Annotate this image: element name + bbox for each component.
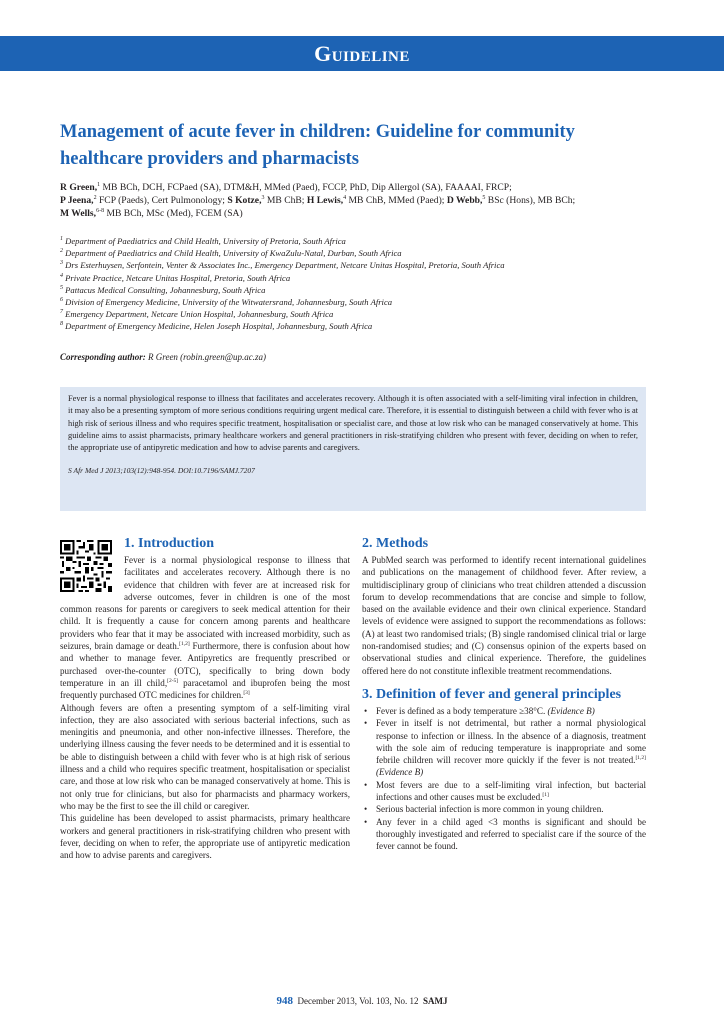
journal-name: SAMJ xyxy=(422,996,448,1006)
affiliation: $^6$ Division of Emergency Medicine, University of the Witwatersrand, Johannesburg, South Africa xyxy=(60,297,393,308)
banner-title: Guideline xyxy=(314,41,410,66)
affiliation: $^2$ Department of Paediatrics and Child Health, University of KwaZulu-Natal, Durban, South Africa xyxy=(60,248,402,259)
page-number: 948 xyxy=(276,995,294,1007)
definition-list xyxy=(362,705,646,853)
methods-paragraph: A PubMed search was performed to identify recent international guidelines and publications on the management of childhood fever. After review, a multidisciplinary group of clinicians who treat children attended a discussion forum to develop recommendations that are concise and simple to follow, based on the available evidence and their own clinical experience. Standard levels of evidence were assigned to support the recommendations as follows: (A) at least two randomised trials; (B) single randomised clinical trial or large non-randomised studies; and (C) consensus opinion of the experts based on observational studies and clinical experience. Therefore, the guidelines offered here do not constitute inflexible treatment recommendations. xyxy=(362,555,646,676)
left-column xyxy=(60,536,350,861)
intro-paragraph-2: Although fevers are often a presenting symptom of a self-limiting viral infection, they are also associated with serious bacterial infections, such as meningitis and pneumonia, and other non-infective illnesses. Therefore, the underlying illness causing the fever needs to be determined and it is essential to be able to distinguish between a child with fever who is at high risk of serious illness and a child who requires specific treatment, hospitalisation or specialist care, and those at low risk who can be managed conservatively at home. This is not only true for clinicians, but also for pharmacists and pharmacy workers, who may be the first to see the ill child or caregiver. xyxy=(60,702,350,811)
affiliation: $^7$ Emergency Department, Netcare Union Hospital, Johannesburg, South Africa xyxy=(60,309,334,320)
right-column xyxy=(362,536,646,853)
intro-paragraph-1: Fever is a normal physiological response to illness that facilitates and accelerates recovery. Although there is no evidence that children with fever are at increased risk for adverse outcomes, fever in children is one of the most common reasons for parents or caregivers to seek medical attention for their child. It is frequently a cause for concern among parents and healthcare providers who fear that it may be associated with increased morbidity, such as seizures, brain damage or death.[1,2] Furthermore, there is confusion about how and whether to manage fever. Antipyretics are frequently prescribed or purchased over-the-counter (OTC), specifically to bring down body temperature in an ill child,[2-5] paracetamol and ibuprofen being the most frequently purchased OTC medicines for children.[3] xyxy=(60,555,350,701)
affiliation: $^4$ Private Practice, Netcare Unitas Hospital, Pretoria, South Africa xyxy=(60,272,291,283)
abstract-text: Fever is a normal physiological response to illness that facilitates and accelerates recovery. Although it is often associated with a self-limiting viral infection in children, it may also be a presenting symptom of more serious conditions requiring urgent medical care. Therefore, it is essential to distinguish between a child with fever who is at high risk of serious illness and who requires specific treatment, hospitalisation or specialist care, and those at low risk who can be managed conservatively at home. This guideline aims to assist pharmacists, primary healthcare workers and general practitioners in risk-stratifying children who present with fever, deciding on when to refer, the appropriate use of antipyretic medication and how to advise parents and caregivers. xyxy=(68,394,638,453)
corresponding-author: Corresponding author: R Green (robin.green@up.ac.za) xyxy=(60,352,267,362)
list-item: • Fever is defined as a body temperature ≥38°C. (Evidence B) xyxy=(362,705,646,717)
affiliation-list xyxy=(60,235,680,333)
author-entry: R Green,$^1$ MB BCh, DCH, FCPaed (SA), DTM&H, MMed (Paed), FCCP, PhD, Dip Allergol (SA), FAAAAI, FRCP; xyxy=(60,181,512,193)
author-entry: S Kotze,$^3$ MB ChB; xyxy=(227,194,307,206)
abstract-box xyxy=(60,387,646,511)
affiliation: $^1$ Department of Paediatrics and Child Health, University of Pretoria, South Africa xyxy=(60,236,346,246)
author-entry: P Jeena,$^2$ FCP (Paeds), Cert Pulmonology; xyxy=(60,194,228,206)
guideline-banner xyxy=(0,36,724,71)
section-heading-introduction: 1. Introduction xyxy=(124,536,214,551)
list-item: • Most fevers are due to a self-limiting viral infection, but bacterial infections and other causes must be excluded.[1] xyxy=(362,779,646,804)
page-footer xyxy=(0,995,724,1007)
list-item: • Fever in itself is not detrimental, but rather a normal physiological response to infection or illness. In the absence of a diagnosis, treatment with the sole aim of reducing temperature is inappropriate and some febrile children will recover more quickly if the fever is not treated.[1,2] (Evidence B) xyxy=(362,717,646,778)
corresponding-email[interactable]: R Green (robin.green@up.ac.za) xyxy=(145,352,267,362)
section-heading-methods: 2. Methods xyxy=(362,536,429,551)
affiliation: $^8$ Department of Emergency Medicine, Helen Joseph Hospital, Johannesburg, South Africa xyxy=(60,321,373,332)
definition-section xyxy=(362,687,646,853)
issue-info: December 2013, Vol. 103, No. 12 xyxy=(297,996,419,1006)
author-entry: M Wells,$^{6-8}$ MB BCh, MSc (Med), FCEM (SA) xyxy=(60,207,243,219)
article-title: Management of acute fever in children: Guideline for community healthcare providers and pharmacists xyxy=(60,122,575,169)
affiliation: $^3$ Drs Esterhuysen, Serfontein, Venter & Associates Inc., Emergency Department, Netcare Unitas Hospital, Pretoria, South Africa xyxy=(60,260,505,271)
list-item: • Serious bacterial infection is more common in young children. xyxy=(362,803,646,815)
author-list xyxy=(60,181,660,220)
citation: S Afr Med J 2013;103(12):948-954. DOI:10.7196/SAMJ.7207 xyxy=(68,466,255,476)
author-entry: H Lewis,$^4$ MB ChB, MMed (Paed); xyxy=(306,194,447,206)
author-entry: D Webb,$^5$ BSc (Hons), MB BCh; xyxy=(446,194,576,206)
list-item: • Any fever in a child aged <3 months is significant and should be thoroughly investigated and referred to specialist care if the source of the fever cannot be found. xyxy=(362,816,646,853)
section-heading-definition: 3. Definition of fever and general principles xyxy=(362,686,622,702)
affiliation: $^5$ Pattacus Medical Consulting, Johannesburg, South Africa xyxy=(60,284,266,295)
intro-paragraph-3: This guideline has been developed to assist pharmacists, primary healthcare workers and general practitioners in risk-stratifying children who present with fever, deciding on when to refer, the appropriate use of antipyretic medication and how to advise parents and caregivers. xyxy=(60,813,350,861)
